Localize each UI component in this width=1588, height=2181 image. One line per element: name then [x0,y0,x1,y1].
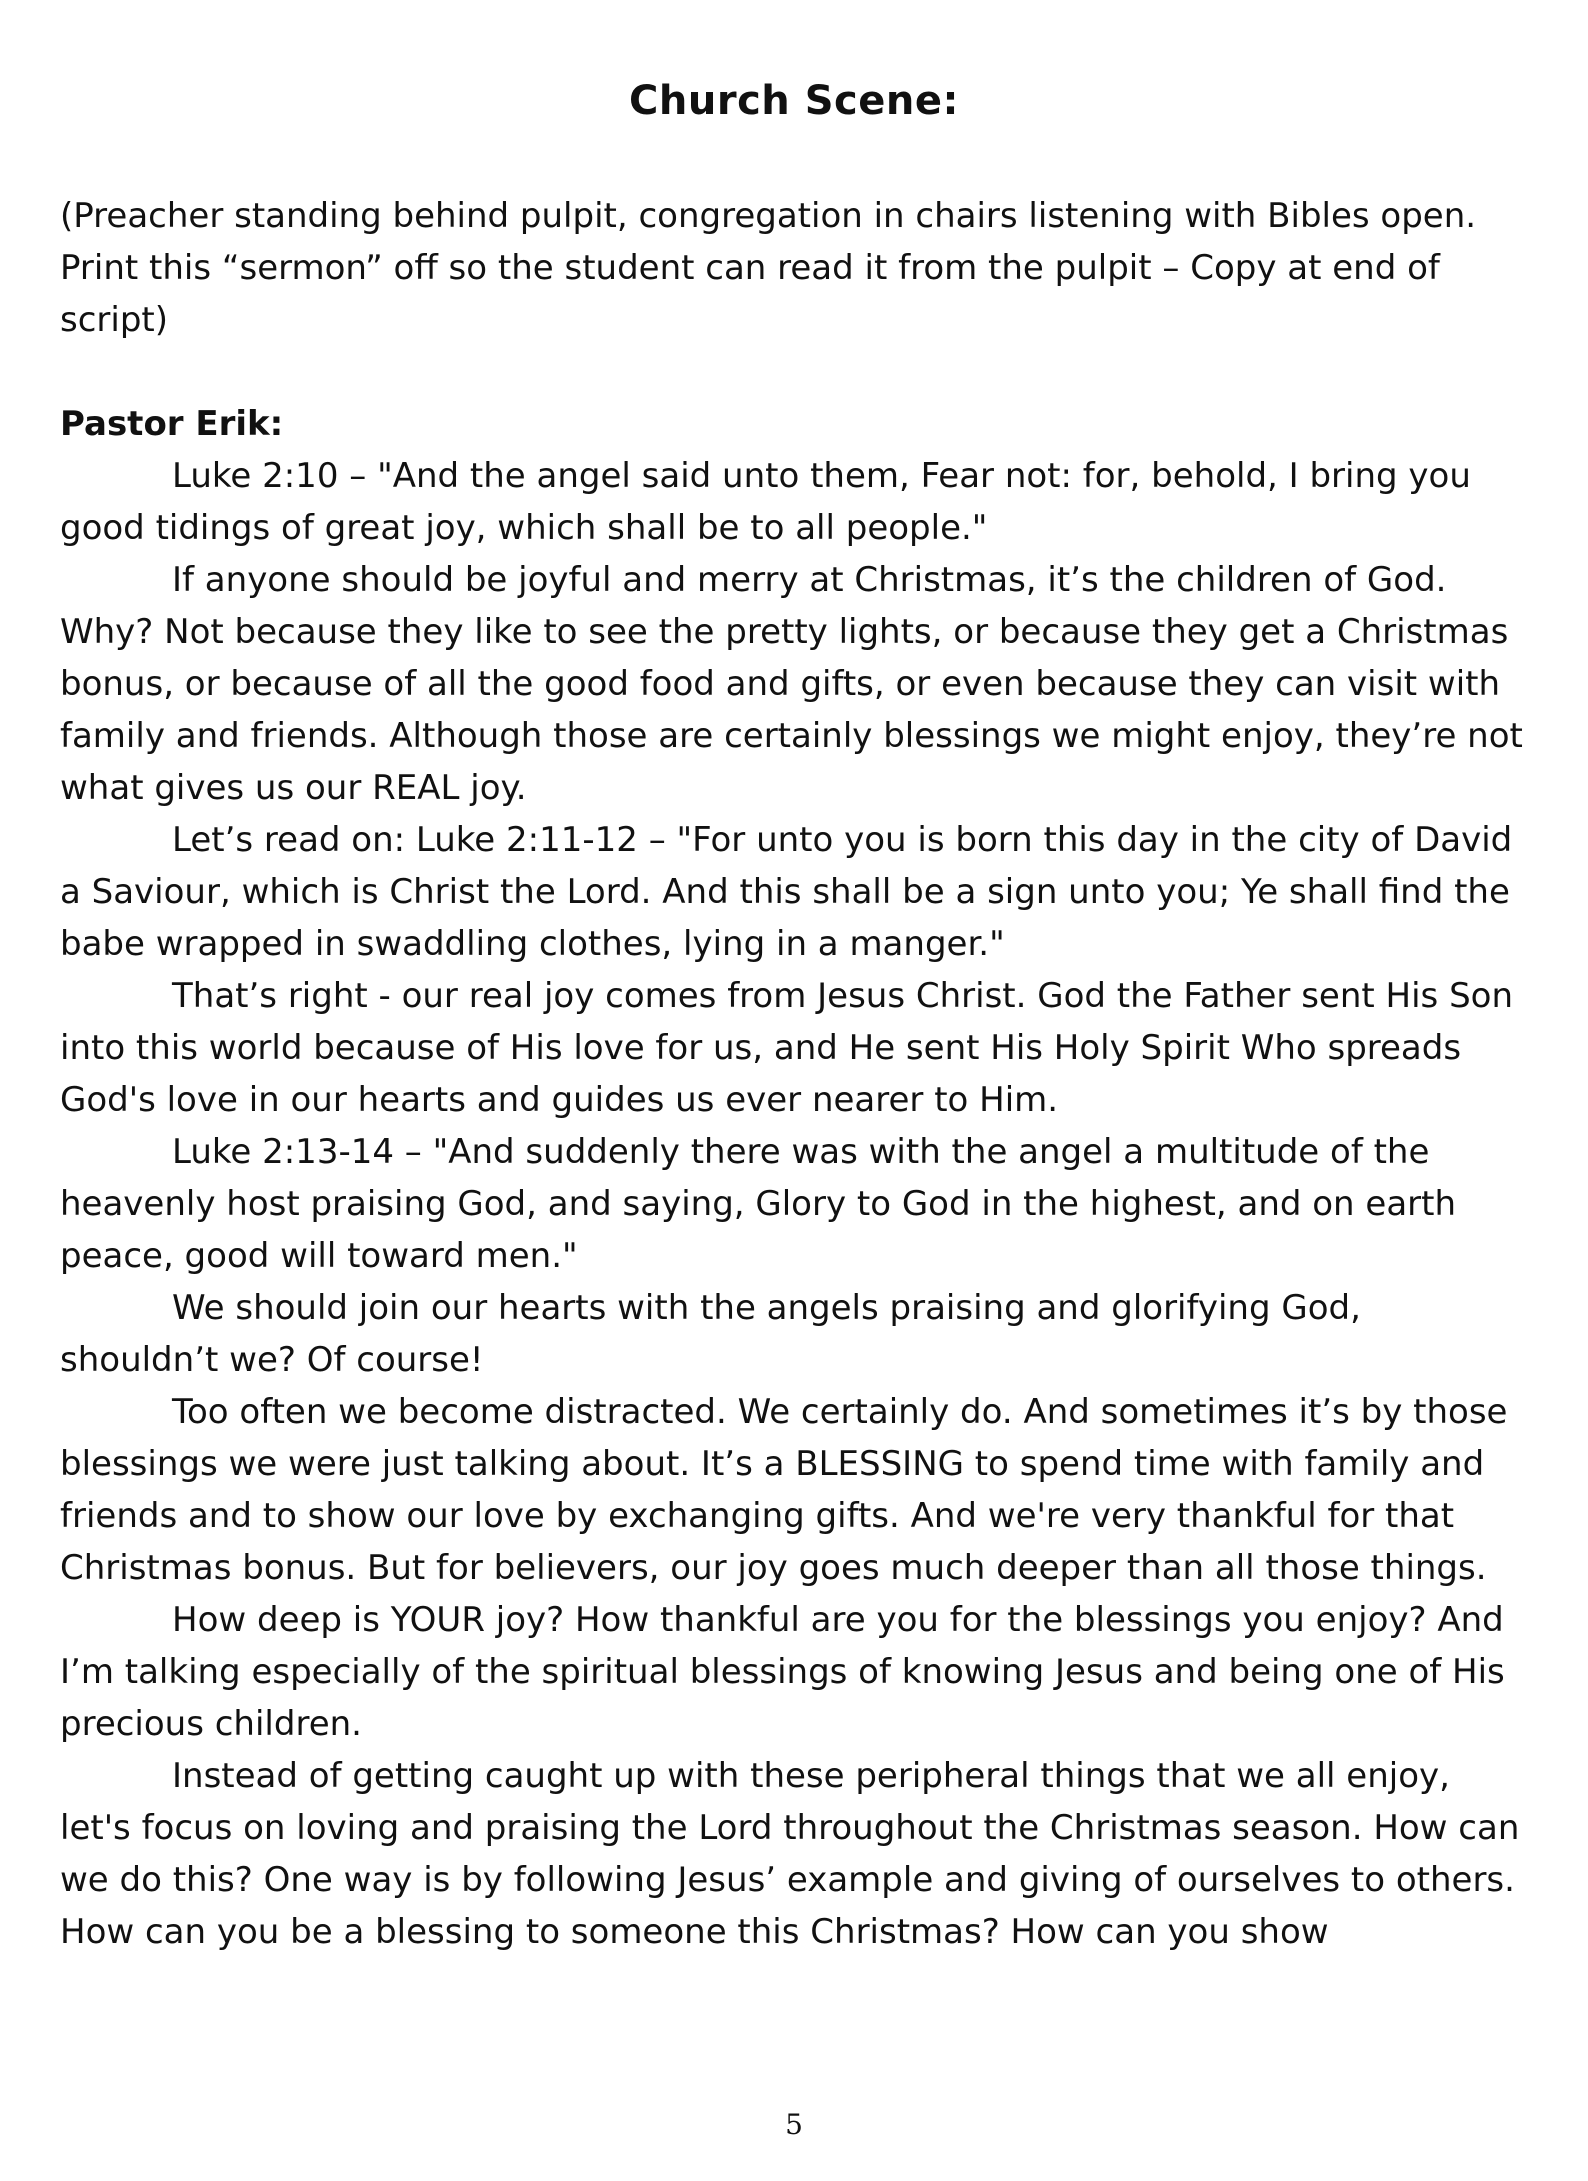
stage-direction: (Preacher standing behind pulpit, congregation in chairs listening with Bibles open. Print this “sermon” off so the student can read it from the pulpit – Copy at end of script) [60,196,1477,340]
sermon-paragraph: If anyone should be joyful and merry at Christmas, it’s the children of God. Why? Not because they like to see the pretty lights, or because they get a Christmas bonus, or because of all the good food and gifts, or even because they can visit with family and friends. Although those are certainly blessings we might enjoy, they’re not what gives us our REAL joy. [60,560,1523,808]
sermon-paragraph: Let’s read on: Luke 2:11-12 – "For unto you is born this day in the city of David a Saviour, which is Christ the Lord. And this shall be a sign unto you; Ye shall find the babe wrapped in swaddling clothes, lying in a manger." [60,820,1513,964]
sermon-paragraph: Instead of getting caught up with these peripheral things that we all enjoy, let's focus on loving and praising the Lord throughout the Christmas season. How can we do this? One way is by following Jesus’ example and giving of ourselves to others. How can you be a blessing to someone this Christmas? How can you show [60,1756,1520,1952]
speaker-label: Pastor Erik: [60,404,284,444]
sermon-paragraph: That’s right - our real joy comes from Jesus Christ. God the Father sent His Son into this world because of His love for us, and He sent His Holy Spirit Who spreads God's love in our hearts and guides us ever nearer to Him. [60,976,1514,1120]
sermon-paragraph: Luke 2:10 – "And the angel said unto them, Fear not: for, behold, I bring you good tidings of great joy, which shall be to all people." [60,456,1471,548]
sermon-paragraph: How deep is YOUR joy? How thankful are you for the blessings you enjoy? And I’m talking especially of the spiritual blessings of knowing Jesus and being one of His precious children. [60,1600,1505,1744]
script-body [60,190,1530,1958]
sermon-paragraph: We should join our hearts with the angels praising and glorifying God, shouldn’t we? Of course! [60,1288,1361,1380]
page-title: Church Scene: [629,78,959,124]
sermon-paragraph: Luke 2:13-14 – "And suddenly there was with the angel a multitude of the heavenly host praising God, and saying, Glory to God in the highest, and on earth peace, good will toward men." [60,1132,1457,1276]
sermon-paragraph: Too often we become distracted. We certainly do. And sometimes it’s by those blessings we were just talking about. It’s a BLESSING to spend time with family and friends and to show our love by exchanging gifts. And we're very thankful for that Christmas bonus. But for believers, our joy goes much deeper than all those things. [60,1392,1508,1588]
page-number: 5 [785,2108,803,2141]
